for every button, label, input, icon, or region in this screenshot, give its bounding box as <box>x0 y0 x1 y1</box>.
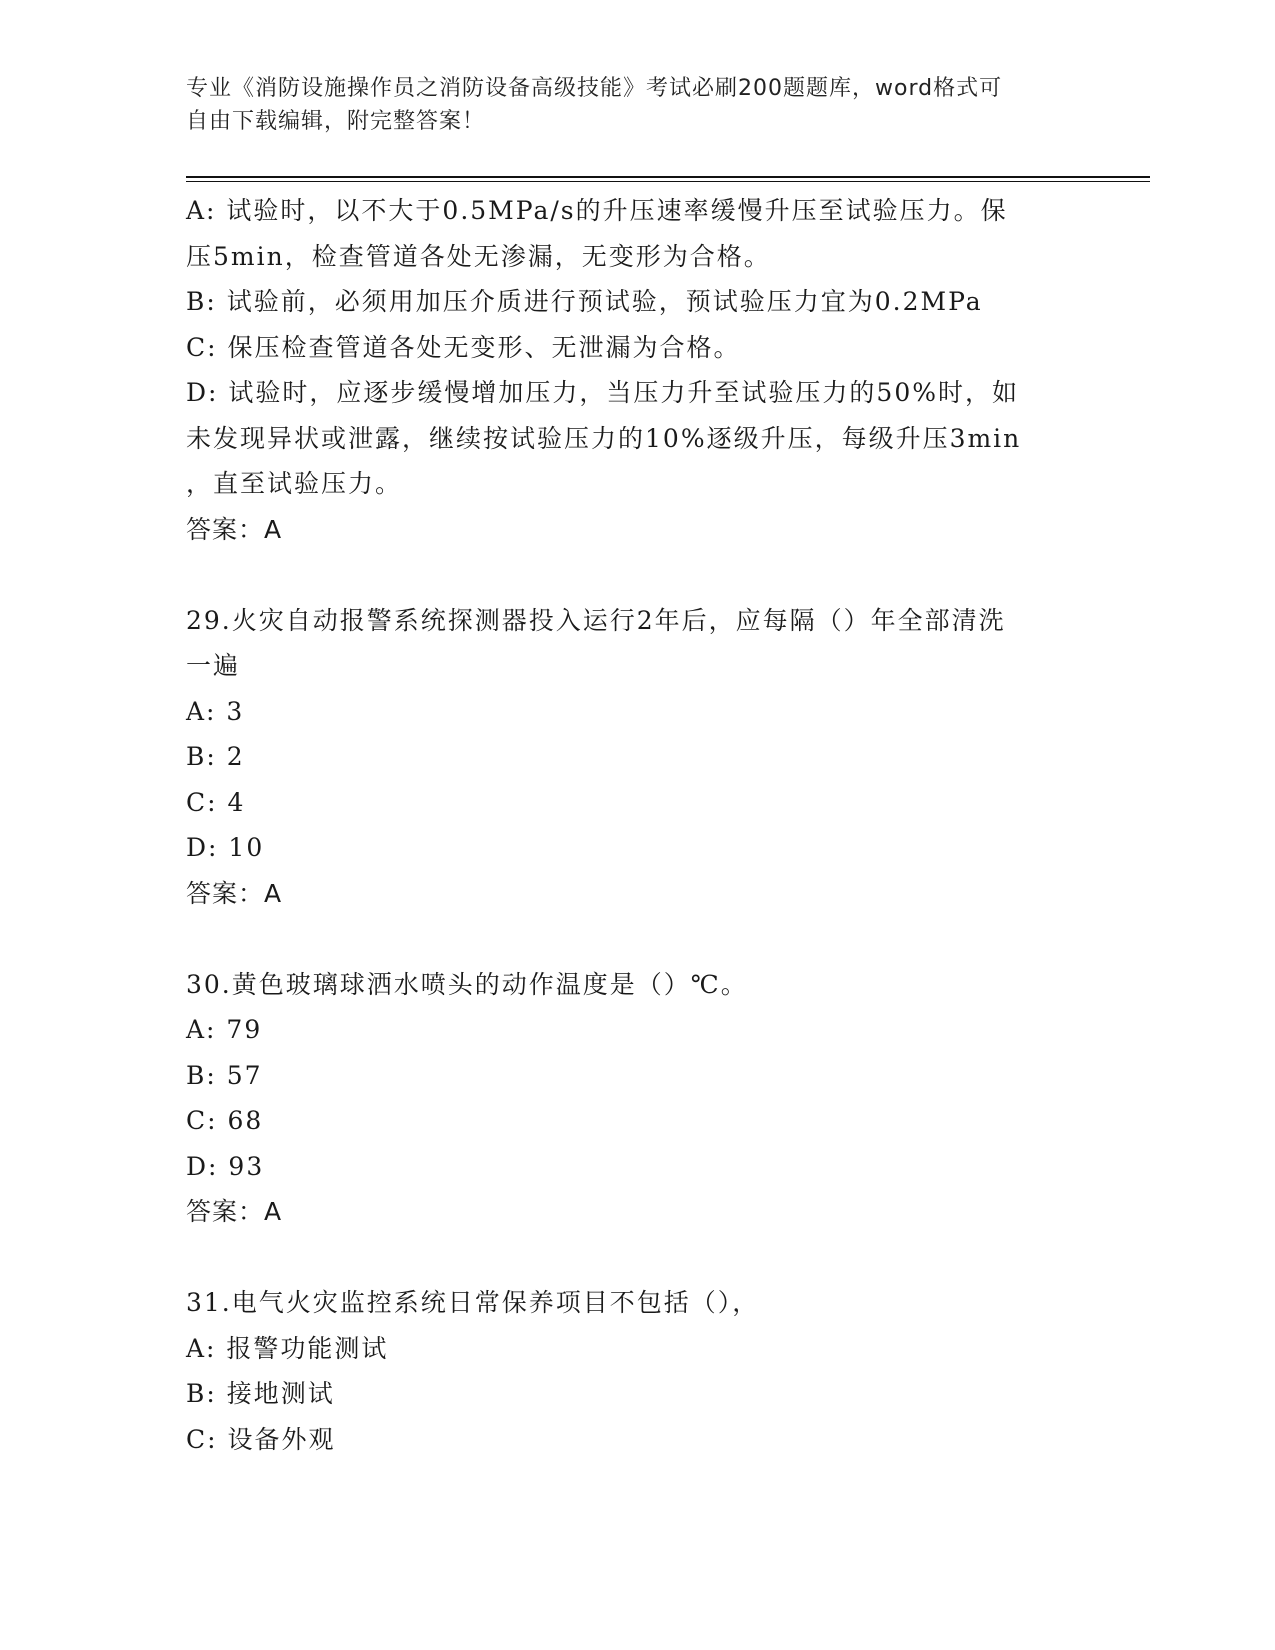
option-b: B: 57 <box>186 1060 263 1090</box>
question-28 <box>186 188 1086 552</box>
option-b: B: 接地测试 <box>186 1379 335 1408</box>
question-29 <box>186 598 1086 917</box>
option-c: C: 保压检查管道各处无变形、无泄漏为合格。 <box>186 332 741 362</box>
option-d: D: 93 <box>186 1151 265 1181</box>
option-a-line-2: 压5min，检查管道各处无渗漏，无变形为合格。 <box>186 241 771 271</box>
header-divider-thick <box>186 176 1150 178</box>
answer: 答案：A <box>186 878 283 908</box>
header-line-2: 自由下载编辑，附完整答案！ <box>186 109 486 134</box>
option-a: A: 79 <box>186 1015 263 1044</box>
option-c: C: 4 <box>186 787 246 817</box>
question-stem: 30.黄色玻璃球洒水喷头的动作温度是（）℃。 <box>186 969 748 999</box>
question-31 <box>186 1280 1086 1462</box>
answer: 答案：A <box>186 514 283 544</box>
option-b: B: 2 <box>186 742 245 771</box>
option-d-line-3: ，直至试验压力。 <box>186 469 403 498</box>
question-30 <box>186 962 1086 1235</box>
question-content <box>186 188 1086 1462</box>
option-d: D: 10 <box>186 833 265 862</box>
option-d-line-2: 未发现异状或泄露，继续按试验压力的10%逐级升压，每级升压3min <box>186 423 1022 453</box>
question-stem-line-1: 29.火灾自动报警系统探测器投入运行2年后，应每隔（）年全部清洗 <box>186 605 1006 635</box>
question-stem: 31.电气火灾监控系统日常保养项目不包括（）， <box>186 1288 760 1317</box>
answer: 答案：A <box>186 1197 283 1226</box>
option-b: B: 试验前，必须用加压介质进行预试验，预试验压力宜为0.2MPa <box>186 287 983 316</box>
option-c: C: 68 <box>186 1106 264 1135</box>
question-stem-line-2: 一遍 <box>186 651 241 680</box>
option-a-line-1: A: 试验时，以不大于0.5MPa/s的升压速率缓慢升压至试验压力。保 <box>186 196 1008 225</box>
option-a: A: 报警功能测试 <box>186 1333 389 1363</box>
option-a: A: 3 <box>186 696 245 726</box>
header-divider-thin <box>186 181 1150 182</box>
option-c: C: 设备外观 <box>186 1424 336 1454</box>
header-line-1: 专业《消防设施操作员之消防设备高级技能》考试必刷200题题库，word格式可 <box>186 76 1003 101</box>
document-header <box>186 72 1086 138</box>
option-d-line-1: D: 试验时，应逐步缓慢增加压力，当压力升至试验压力的50%时，如 <box>186 378 1019 407</box>
